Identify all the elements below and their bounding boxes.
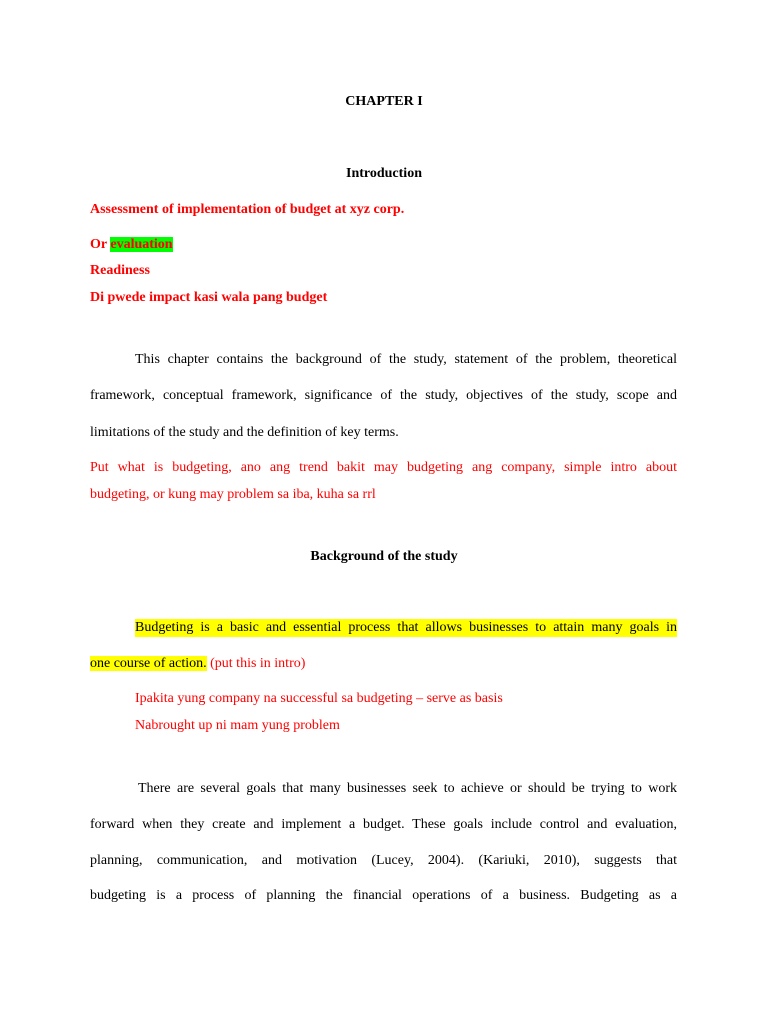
intro-note-line-1: Put what is budgeting, ano ang trend bakit may budgeting ang company, simple intro about [90, 460, 677, 475]
background-highlight-note: (put this in intro) [206, 656, 306, 671]
background-highlight-text-2: one course of action. [90, 656, 207, 671]
section-heading-introduction: Introduction [346, 166, 422, 181]
note-or-line [90, 236, 173, 254]
background-note-1: Ipakita yung company na successful sa budgeting – serve as basis [135, 691, 503, 706]
section-heading-background: Background of the study [310, 549, 458, 564]
note-readiness: Readiness [90, 263, 150, 278]
body-paragraph-line-3: planning, communication, and motivation (Lucey, 2004). (Kariuki, 2010), suggests that [90, 853, 677, 868]
note-title-line: Assessment of implementation of budget at xyz corp. [90, 202, 405, 217]
note-impact: Di pwede impact kasi wala pang budget [90, 290, 328, 305]
body-paragraph-line-2: forward when they create and implement a budget. These goals include control and evaluation, [90, 817, 677, 832]
note-or-prefix: Or [90, 237, 111, 252]
intro-paragraph-line-1: This chapter contains the background of the study, statement of the problem, theoretical [135, 352, 677, 367]
note-or-highlight: evaluation [110, 237, 173, 252]
body-paragraph-line-1: There are several goals that many businesses seek to achieve or should be trying to work [138, 781, 677, 796]
body-paragraph-line-4: budgeting is a process of planning the financial operations of a business. Budgeting as a [90, 888, 677, 903]
background-highlight-line-1 [135, 619, 677, 637]
intro-note-line-2: budgeting, or kung may problem sa iba, kuha sa rrl [90, 487, 376, 502]
background-note-2: Nabrought up ni mam yung problem [135, 718, 340, 733]
intro-paragraph-line-2: framework, conceptual framework, significance of the study, objectives of the study, scope and [90, 388, 677, 403]
chapter-title: CHAPTER I [345, 94, 423, 109]
intro-paragraph-line-3: limitations of the study and the definition of key terms. [90, 425, 399, 440]
background-highlight-text-1: Budgeting is a basic and essential process that allows businesses to attain many goals in [135, 620, 677, 635]
background-highlight-line-2 [90, 655, 305, 673]
